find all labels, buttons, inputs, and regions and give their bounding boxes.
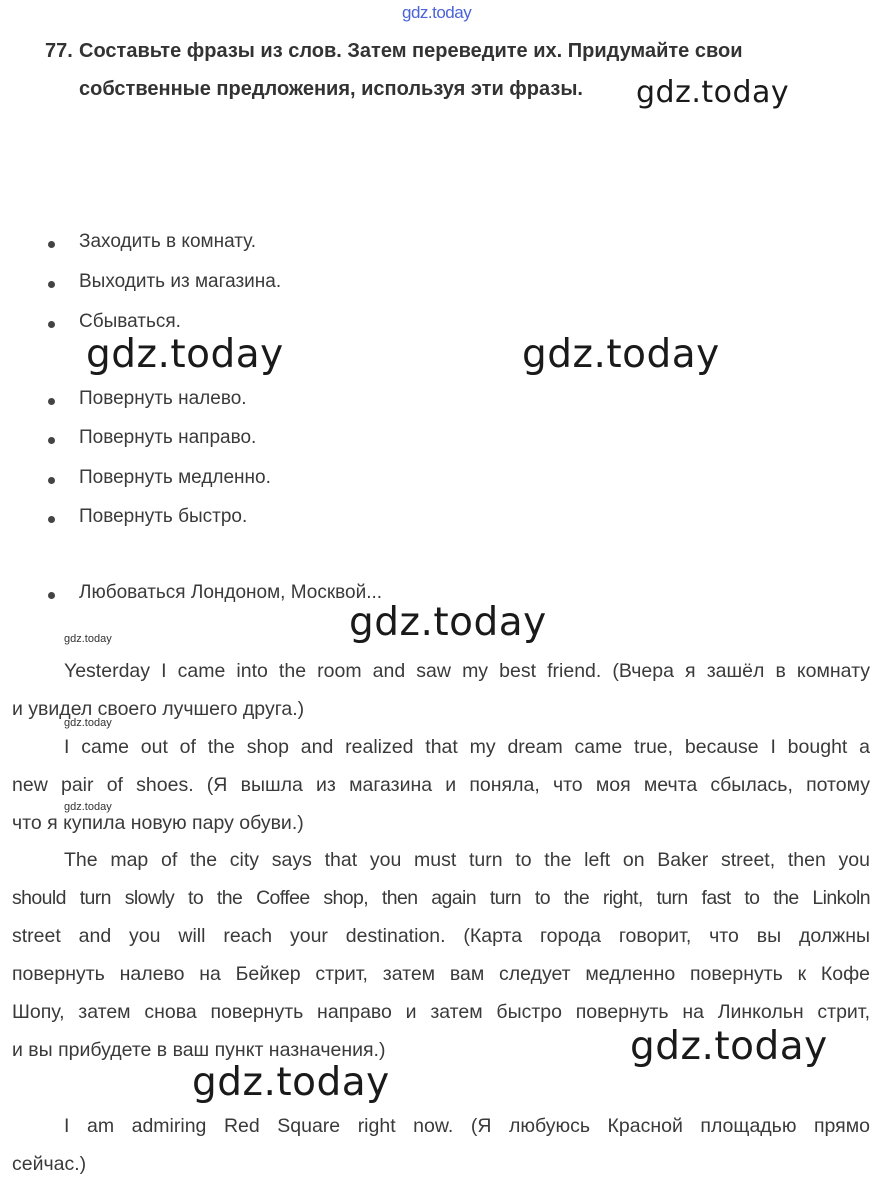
- bullet-icon: [48, 516, 55, 523]
- paragraph-line: сейчас.): [12, 1153, 87, 1175]
- bullet-icon: [48, 281, 55, 288]
- list-item: Повернуть быстро.: [79, 506, 247, 528]
- paragraph-line: I came out of the shop and realized that my dream came true, because I bought a: [64, 736, 870, 758]
- watermark: gdz.today: [522, 332, 720, 377]
- watermark-small: gdz.today: [64, 717, 112, 729]
- list-item: Заходить в комнату.: [79, 231, 256, 253]
- bullet-icon: [48, 437, 55, 444]
- bullet-icon: [48, 241, 55, 248]
- paragraph-line: и вы прибудете в ваш пункт назначения.): [12, 1039, 386, 1061]
- watermark-small: gdz.today: [64, 801, 112, 813]
- paragraph-line: что я купила новую пару обуви.): [12, 812, 304, 834]
- watermark: gdz.today: [349, 600, 547, 645]
- paragraph-line: I am admiring Red Square right now. (Я любуюсь Красной площадью прямо: [64, 1115, 870, 1137]
- paragraph-line: The map of the city says that you must turn to the left on Baker street, then you: [64, 849, 870, 871]
- bullet-icon: [48, 477, 55, 484]
- paragraph-line: new pair of shoes. (Я вышла из магазина и поняла, что моя мечта сбылась, потому: [12, 774, 870, 796]
- site-header-watermark: gdz.today: [402, 3, 472, 22]
- paragraph-line: Шопу, затем снова повернуть направо и затем быстро повернуть на Линкольн стрит,: [12, 1001, 870, 1023]
- task-number: 77.: [45, 40, 73, 62]
- list-item: Сбываться.: [79, 311, 181, 333]
- task-instruction-line-1: Составьте фразы из слов. Затем переведите их. Придумайте свои: [79, 40, 743, 62]
- paragraph-line: street and you will reach your destination. (Карта города говорит, что вы должны: [12, 925, 870, 947]
- task-instruction-line-2: собственные предложения, используя эти фразы.: [79, 78, 583, 100]
- bullet-icon: [48, 592, 55, 599]
- list-item: Выходить из магазина.: [79, 271, 281, 293]
- paragraph-line: should turn slowly to the Coffee shop, then again turn to the right, turn fast to the Linkoln: [12, 887, 870, 909]
- list-item: Любоваться Лондоном, Москвой...: [79, 582, 382, 604]
- watermark: gdz.today: [630, 1024, 828, 1069]
- bullet-icon: [48, 321, 55, 328]
- watermark: gdz.today: [86, 332, 284, 377]
- watermark-small: gdz.today: [64, 633, 112, 645]
- bullet-icon: [48, 398, 55, 405]
- list-item: Повернуть налево.: [79, 388, 247, 410]
- paragraph-line: повернуть налево на Бейкер стрит, затем вам следует медленно повернуть к Кофе: [12, 963, 870, 985]
- paragraph-line: и увидел своего лучшего друга.): [12, 698, 305, 720]
- list-item: Повернуть направо.: [79, 427, 256, 449]
- paragraph-line: Yesterday I came into the room and saw my best friend. (Вчера я зашёл в комнату: [64, 660, 870, 682]
- watermark: gdz.today: [192, 1060, 390, 1105]
- watermark-heading: gdz.today: [636, 75, 790, 110]
- list-item: Повернуть медленно.: [79, 467, 271, 489]
